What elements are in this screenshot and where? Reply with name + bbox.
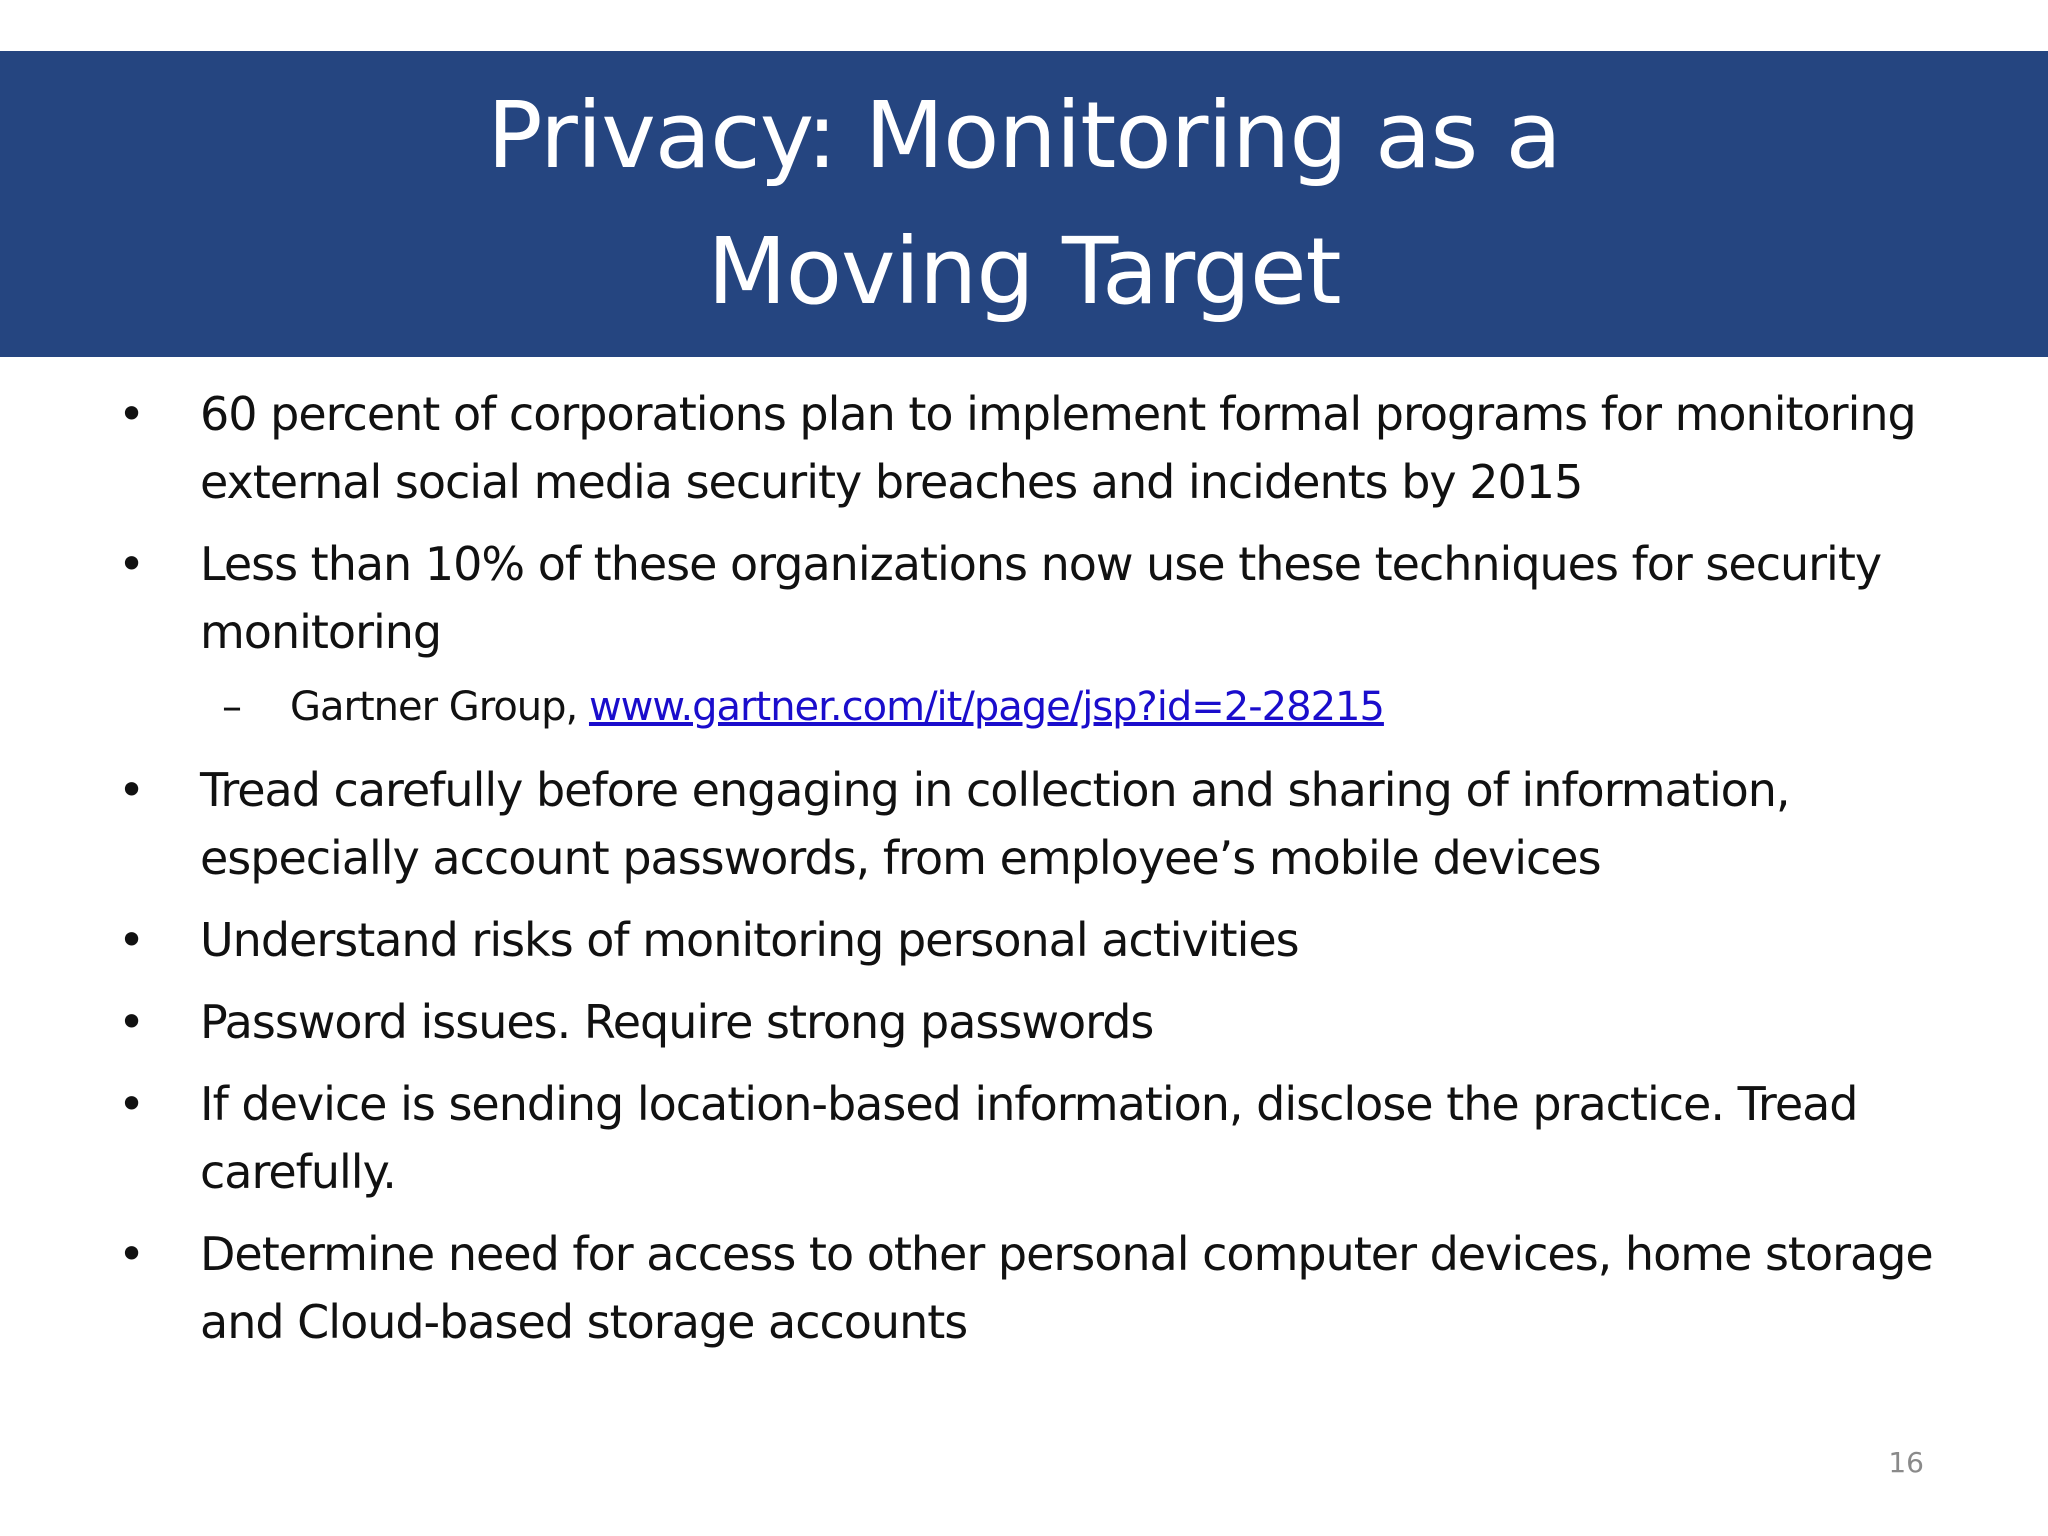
bullet-list bbox=[0, 380, 2048, 1370]
bullet-item bbox=[0, 1220, 2048, 1356]
bullet-item bbox=[0, 1070, 2048, 1206]
slide-title-line-1: Privacy: Monitoring as a bbox=[487, 82, 1561, 189]
slide-title-line-2: Moving Target bbox=[707, 218, 1341, 325]
bullet-text: Less than 10% of these organizations now use these techniques for security monitoring bbox=[200, 537, 1882, 659]
page-number: 16 bbox=[1888, 1446, 1924, 1479]
bullet-item bbox=[0, 756, 2048, 892]
bullet-text: Understand risks of monitoring personal activities bbox=[200, 913, 1299, 967]
bullet-text: 60 percent of corporations plan to implement formal programs for monitoring external social media security breaches and incidents by 2015 bbox=[200, 387, 1916, 509]
bullet-marker: • bbox=[118, 387, 145, 441]
title-band bbox=[0, 51, 2048, 357]
bullet-item bbox=[0, 380, 2048, 516]
bullet-marker: • bbox=[118, 537, 145, 591]
bullet-text: If device is sending location-based information, disclose the practice. Tread carefully. bbox=[200, 1077, 1858, 1199]
bullet-marker: • bbox=[118, 995, 145, 1049]
bullet-item bbox=[0, 906, 2048, 974]
bullet-marker: • bbox=[118, 1227, 145, 1281]
slide-title bbox=[424, 68, 1624, 340]
source-citation bbox=[0, 676, 2048, 738]
bullet-text: Password issues. Require strong passwords bbox=[200, 995, 1154, 1049]
bullet-marker: • bbox=[118, 763, 145, 817]
bullet-marker: • bbox=[118, 913, 145, 967]
bullet-item bbox=[0, 530, 2048, 666]
source-prefix: Gartner Group, bbox=[290, 684, 589, 730]
sub-bullet-marker: – bbox=[222, 684, 241, 730]
source-link[interactable]: www.gartner.com/it/page/jsp?id=2-28215 bbox=[588, 684, 1384, 730]
bullet-text: Determine need for access to other personal computer devices, home storage and Cloud-based storage accounts bbox=[200, 1227, 1933, 1349]
bullet-item bbox=[0, 988, 2048, 1056]
bullet-text: Tread carefully before engaging in collection and sharing of information, especially account passwords, from employee’s mobile devices bbox=[200, 763, 1790, 885]
bullet-marker: • bbox=[118, 1077, 145, 1131]
